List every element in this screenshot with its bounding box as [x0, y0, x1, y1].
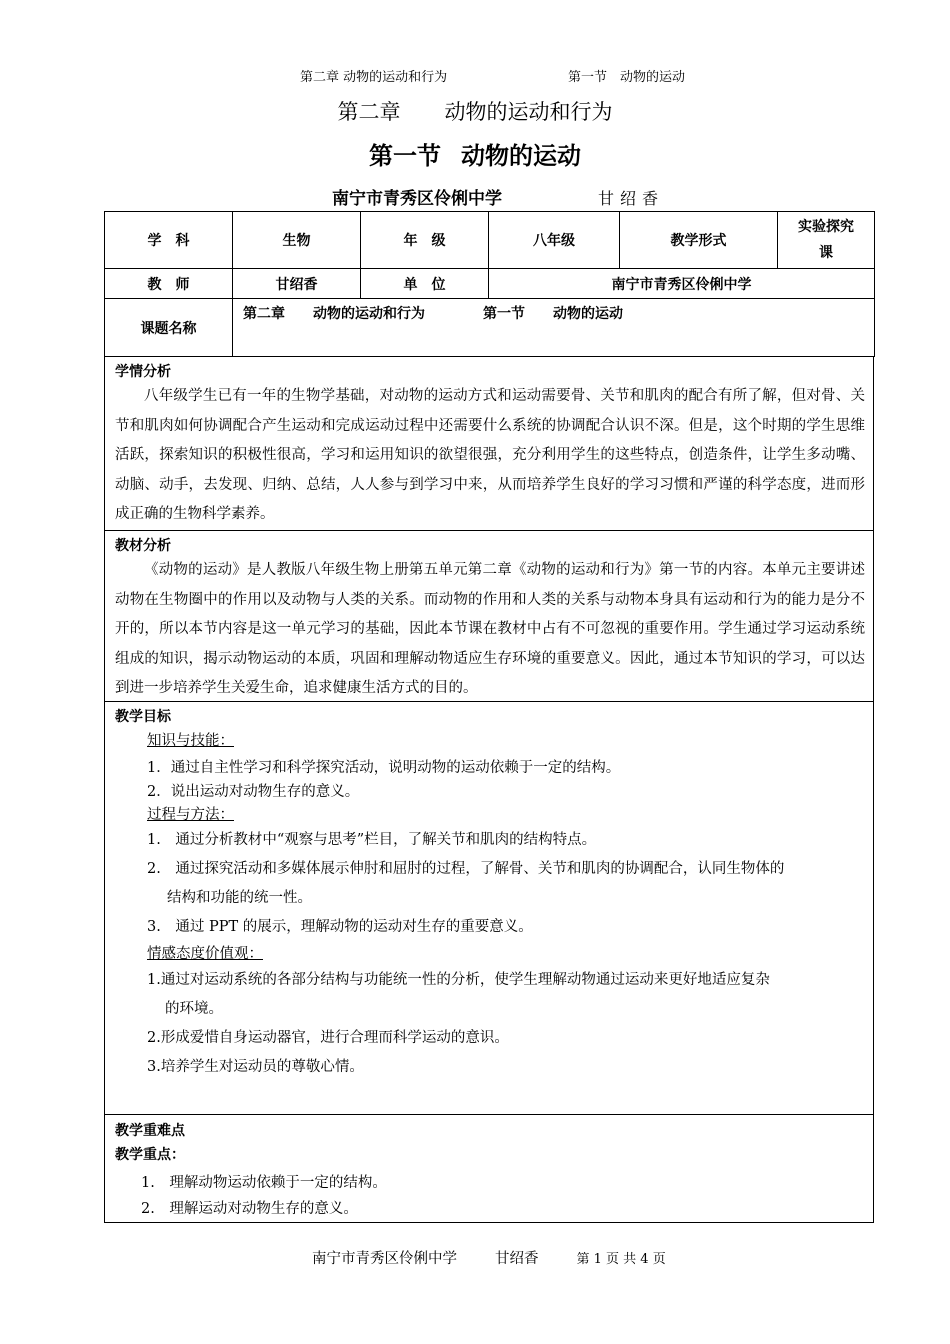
unit-value: 南宁市青秀区伶俐中学: [489, 269, 875, 299]
grade-value: 八年级: [489, 212, 620, 269]
topic-chapter-number: 第二章: [243, 306, 285, 322]
topic-label: 课题名称: [105, 299, 233, 357]
topic-section-number: 第一节: [483, 306, 525, 322]
section-name: 动物的运动: [461, 142, 581, 170]
knowledge-item: 1．通过自主性学习和科学探究活动，说明动物的运动依赖于一定的结构。: [147, 760, 621, 776]
focus-title: 教学重点：: [115, 1147, 185, 1163]
footer-author: 甘绍香: [495, 1251, 539, 1267]
chapter-name: 动物的运动和行为: [444, 100, 613, 124]
material-analysis-section: [104, 531, 874, 702]
subject-label: 学 科: [105, 212, 233, 269]
info-table: [104, 211, 875, 357]
focus-item: 1. 理解动物运动依赖于一定的结构。: [141, 1175, 387, 1191]
byline-author: 甘绍香: [598, 189, 665, 208]
process-item: 2. 通过探究活动和多媒体展示伸肘和屈肘的过程，了解骨、关节和肌肉的协调配合，认同生物体的: [147, 861, 785, 877]
teacher-value: 甘绍香: [233, 269, 361, 299]
form-value: 实验探究课: [778, 212, 875, 269]
section-title: [0, 136, 950, 171]
byline-school: 南宁市青秀区伶俐中学: [332, 189, 502, 209]
chapter-title: [0, 96, 950, 126]
emotion-title: 情感态度价值观：: [147, 946, 263, 962]
emotion-item-continued: 的环境。: [165, 1001, 223, 1017]
knowledge-title: 知识与技能：: [147, 733, 234, 749]
running-header-right: 第一节 动物的运动: [568, 70, 686, 85]
learner-analysis-title: 学情分析: [115, 364, 171, 380]
knowledge-item: 2．说出运动对动物生存的意义。: [147, 784, 360, 800]
emotion-item: 1.通过对运动系统的各部分结构与功能统一性的分析，使学生理解动物通过运动来更好地适应复杂: [147, 972, 770, 988]
material-analysis-text: 《动物的运动》是人教版八年级生物上册第五单元第二章《动物的运动和行为》第一节的内容。本单元主要讲述动物在生物圈中的作用以及动物与人类的关系。而动物的作用和人类的关系与动物本身具有运动和行为的能力是分不开的，所以本节内容是这一单元学习的基础，因此本节课在教材中占有不可忽视的重要作用。学生通过学习运动系统组成的知识，揭示动物运动的本质，巩固和理解动物适应生存环境的重要意义。因此，通过本节知识的学习，可以达到进一步培养学生关爱生命，追求健康生活方式的目的。: [115, 562, 865, 696]
process-item: 3. 通过 PPT 的展示，理解动物的运动对生存的重要意义。: [147, 919, 533, 935]
learner-analysis-section: [104, 357, 874, 531]
teacher-label: 教 师: [105, 269, 233, 299]
subject-value: 生物: [233, 212, 361, 269]
page-number: 第 1 页 共 4 页: [576, 1252, 666, 1267]
topic-value: [233, 299, 875, 357]
grade-label: 年 级: [361, 212, 489, 269]
running-header-left: 第二章 动物的运动和行为: [300, 70, 448, 85]
chapter-number: 第二章: [337, 100, 401, 124]
key-points-section: [104, 1115, 874, 1223]
objectives-title: 教学目标: [115, 709, 171, 725]
footer-school: 南宁市青秀区伶俐中学: [312, 1251, 457, 1267]
section-number: 第一节: [369, 142, 441, 170]
topic-chapter-name: 动物的运动和行为: [313, 306, 425, 322]
unit-label: 单 位: [361, 269, 489, 299]
topic-section-name: 动物的运动: [553, 306, 623, 322]
material-analysis-title: 教材分析: [115, 538, 171, 554]
emotion-item: 3.培养学生对运动员的尊敬心情。: [147, 1059, 364, 1075]
process-item-continued: 结构和功能的统一性。: [167, 890, 312, 906]
learner-analysis-text: 八年级学生已有一年的生物学基础，对动物的运动方式和运动需要骨、关节和肌肉的配合有所了解，但对骨、关节和肌肉如何协调配合产生运动和完成运动过程中还需要什么系统的协调配合认识不深。但是，这个时期的学生思维活跃，探索知识的积极性很高，学习和运用知识的欲望很强，充分利用学生的这些特点，创造条件，让学生多动嘴、动脑、动手，去发现、归纳、总结，人人参与到学习中来，从而培养学生良好的学习习惯和严谨的科学态度，进而形成正确的生物科学素养。: [115, 388, 865, 522]
key-points-title: 教学重难点: [115, 1123, 185, 1139]
objectives-section: [104, 702, 874, 1115]
process-item: 1. 通过分析教材中“观察与思考”栏目，了解关节和肌肉的结构特点。: [147, 832, 597, 848]
page-footer: [312, 1247, 666, 1268]
form-label: 教学形式: [620, 212, 778, 269]
focus-item: 2. 理解运动对动物生存的意义。: [141, 1201, 358, 1217]
emotion-item: 2.形成爱惜自身运动器官，进行合理而科学运动的意识。: [147, 1030, 509, 1046]
process-title: 过程与方法：: [147, 807, 234, 823]
